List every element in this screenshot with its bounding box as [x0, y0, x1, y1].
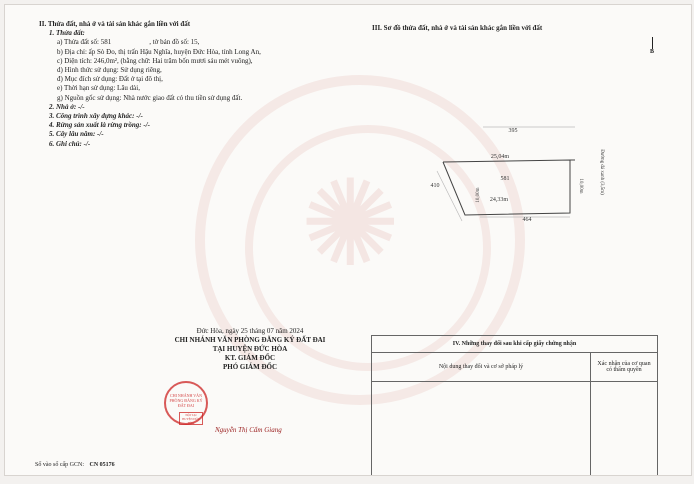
changes-table-col-confirmation: Xác nhận của cơ quan có thẩm quyền	[591, 353, 658, 382]
changes-table-confirmation-cell	[591, 382, 658, 477]
registry-label: Số vào sổ cấp GCN:	[35, 462, 84, 468]
changes-table-col-content: Nội dung thay đổi và cơ sở pháp lý	[372, 353, 591, 382]
signature-role-2: PHÓ GIÁM ĐỐC	[222, 363, 278, 371]
signature-role-1: KT. GIÁM ĐỐC	[224, 354, 276, 362]
usage-origin-line: g) Nguồn gốc sử dụng: Nhà nước giao đất có thu tiền sử dụng đất.	[57, 93, 243, 102]
document-page	[4, 4, 692, 476]
perennial-tree-line: 5. Cây lâu năm: -/-	[49, 130, 104, 139]
road-label: Đường đá xanh (3,5m)	[599, 149, 604, 195]
signature-block	[150, 327, 350, 372]
house-line: 2. Nhà ở: -/-	[49, 102, 85, 111]
length-bottom: 24,33m	[489, 197, 509, 203]
section-title-ii: II. Thửa đất, nhà ở và tài sản khác gắn liền với đất	[39, 20, 191, 28]
section-title-iii: III. Sơ đồ thửa đất, nhà ở và tài sản khác gắn liền với đất	[372, 24, 543, 32]
neighbor-395: 395	[508, 128, 518, 134]
length-right: 10,00m	[578, 178, 583, 194]
north-label: B	[649, 49, 654, 55]
signer-name: Nguyễn Thị Cẩm Giang	[215, 426, 282, 434]
usage-form-line: d) Hình thức sử dụng: Sử dụng riêng,	[57, 66, 162, 75]
signature-org-2: TẠI HUYỆN ĐỨC HÒA	[212, 345, 288, 353]
forest-line: 4. Rừng sản xuất là rừng trồng: -/-	[49, 121, 150, 130]
neighbor-464: 464	[522, 217, 532, 223]
area-line: c) Diện tích: 246,0m², (bằng chữ: Hai trăm bốn mươi sáu mét vuông),	[57, 56, 253, 65]
signature-date: Đức Hòa, ngày 25 tháng 07 năm 2024	[196, 327, 304, 335]
other-construction-line: 3. Công trình xây dựng khác: -/-	[49, 112, 143, 121]
section-map	[372, 24, 672, 33]
usage-purpose-line: đ) Mục đích sử dụng: Đất ở tại đô thị,	[57, 75, 163, 84]
length-top: 25,04m	[490, 154, 510, 160]
heading-parcel: 1. Thửa đất:	[49, 29, 85, 38]
registry-number	[35, 462, 115, 468]
registry-value: CN 05176	[89, 462, 115, 468]
signature-org-1: CHI NHÁNH VĂN PHÒNG ĐĂNG KÝ ĐẤT ĐAI	[174, 336, 326, 344]
usage-term-line: e) Thời hạn sử dụng: Lâu dài,	[57, 84, 140, 93]
length-left: 10,00m	[476, 187, 481, 203]
note-line: 6. Ghi chú: -/-	[49, 139, 91, 148]
parcel-map	[395, 117, 655, 227]
north-arrow	[646, 37, 658, 55]
changes-table-content-cell	[372, 382, 591, 477]
parcel-number: 581	[500, 176, 510, 182]
changes-table	[371, 335, 658, 476]
changes-table-title: IV. Những thay đổi sau khi cấp giấy chứng nhận	[372, 336, 658, 353]
official-stamp: CHI NHÁNH VĂN PHÒNG ĐĂNG KÝ ĐẤT ĐAI	[164, 381, 208, 425]
section-parcel-info	[39, 20, 339, 149]
parcel-number-line: a) Thửa đất số: 581 , tờ bản đồ số: 15,	[57, 38, 200, 47]
address-line: b) Địa chỉ: ấp Sò Đo, thị trấn Hậu Nghĩa, huyện Đức Hòa, tỉnh Long An,	[57, 47, 261, 56]
neighbor-410: 410	[430, 183, 440, 189]
small-stamp: ĐỘI TẠI HUYỆN ĐỨC HÒA	[179, 412, 203, 425]
